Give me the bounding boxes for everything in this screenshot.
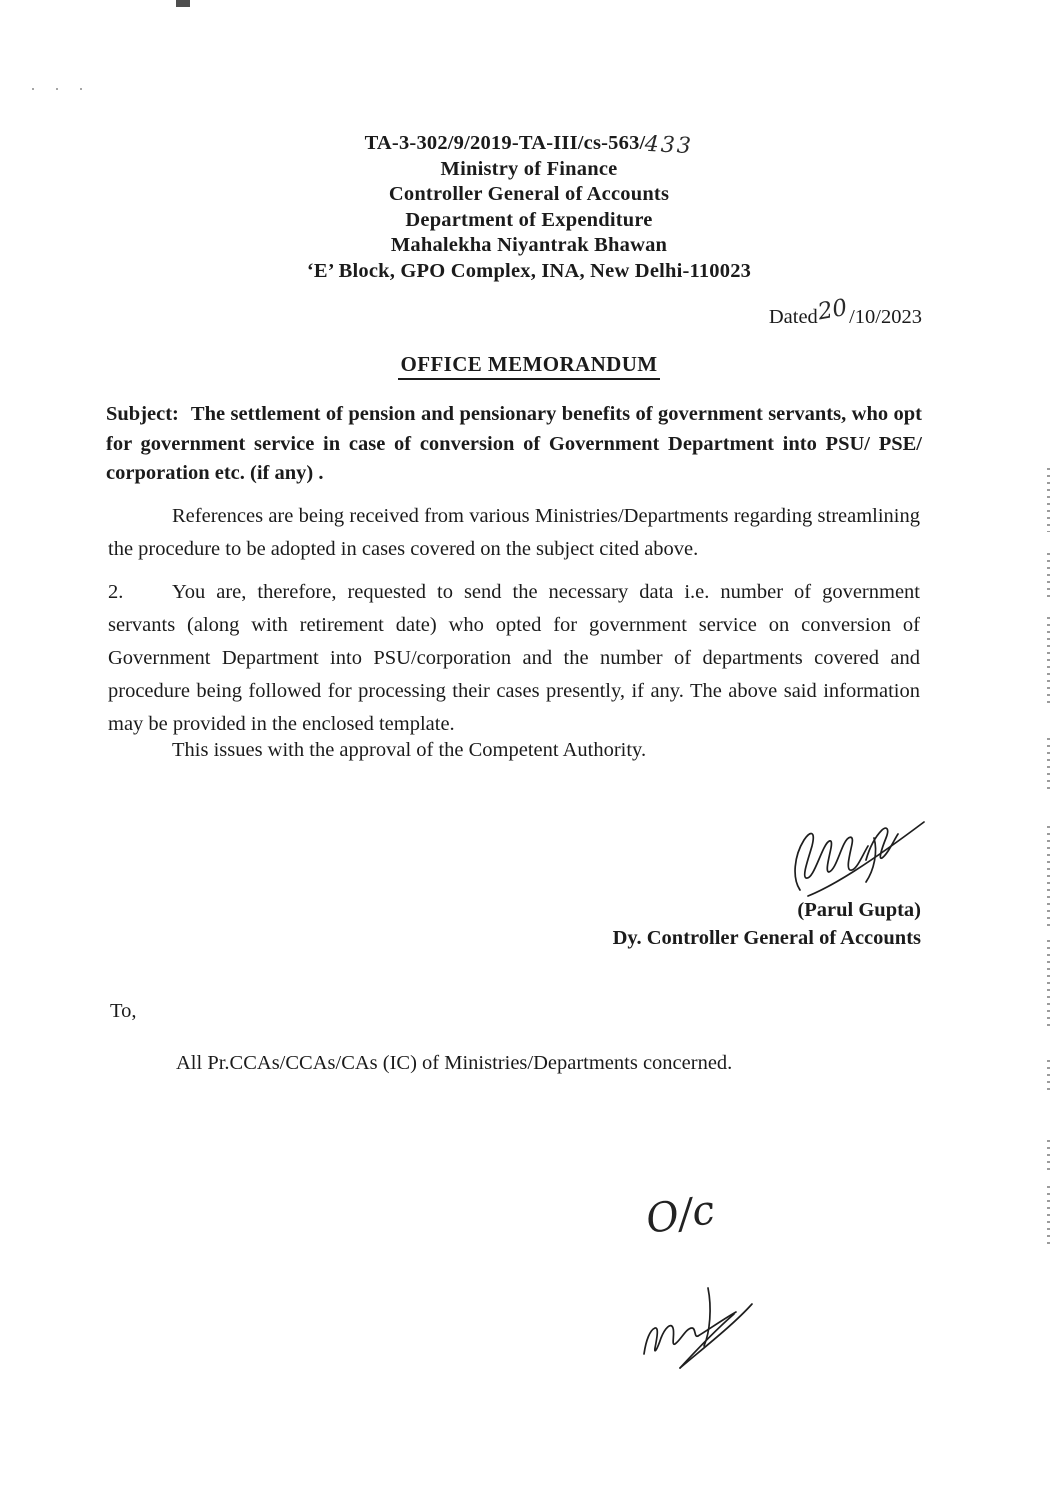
paragraph-1: References are being received from various Ministries/Departments regarding streamlining the procedure to be adopted in cases covered on the subject cited above. bbox=[108, 505, 920, 560]
paragraph-2-text: You are, therefore, requested to send the necessary data i.e. number of government servants (along with retirement date) who opted for government service on conversion of Government Department into PSU/corporation and the number of departments covered and procedure being followed for processing their cases presently, if any. The above said information may be provided in the enclosed template. bbox=[108, 581, 920, 735]
letterhead-ministry: Ministry of Finance bbox=[440, 157, 618, 180]
scan-artifact-dots bbox=[1047, 553, 1050, 601]
initials-scribble-icon bbox=[634, 1270, 790, 1374]
to-label: To, bbox=[110, 1000, 137, 1022]
paragraph-2-number: 2. bbox=[108, 581, 124, 603]
scan-artifact-specks bbox=[32, 88, 94, 90]
letterhead-address: ‘E’ Block, GPO Complex, INA, New Delhi-110023 bbox=[306, 259, 752, 282]
date-handwritten-day: 20 bbox=[815, 294, 850, 326]
subject-text: The settlement of pension and pensionary benefits of government servants, who opt for government service in case of conversion of Government Department into PSU/ PSE/ corporation etc. (if any) . bbox=[106, 403, 922, 484]
memo-title-text: OFFICE MEMORANDUM bbox=[398, 352, 659, 380]
letterhead-building: Mahalekha Niyantrak Bhawan bbox=[390, 234, 668, 256]
reference-number-printed: TA-3-302/9/2019-TA-III/cs-563/ bbox=[364, 132, 646, 154]
letterhead-department: Department of Expenditure bbox=[405, 208, 653, 231]
letterhead bbox=[0, 130, 1058, 284]
reference-number-line bbox=[0, 130, 1058, 160]
scan-artifact-dots bbox=[1047, 1186, 1050, 1246]
memo-title bbox=[0, 352, 1058, 377]
scan-artifact-dots bbox=[1047, 468, 1050, 532]
date-suffix: /10/2023 bbox=[849, 306, 922, 328]
subject-label: Subject: bbox=[106, 403, 179, 425]
scan-artifact-dots bbox=[1047, 738, 1050, 792]
addressee-line: All Pr.CCAs/CCAs/CAs (IC) of Ministries/Departments concerned. bbox=[176, 1052, 733, 1074]
date-prefix: Dated bbox=[768, 306, 818, 328]
office-copy-mark: O/c bbox=[642, 1186, 718, 1244]
signatory-designation: Dy. Controller General of Accounts bbox=[612, 927, 921, 949]
scan-artifact-top-mark bbox=[176, 0, 190, 7]
reference-number-handwritten: 433 bbox=[644, 131, 694, 160]
scan-artifact-dots bbox=[1047, 1060, 1050, 1094]
paragraph-3: This issues with the approval of the Competent Authority. bbox=[172, 739, 647, 761]
paragraph-2 bbox=[108, 576, 920, 741]
scan-artifact-dots bbox=[1047, 1140, 1050, 1170]
signatory-block bbox=[613, 896, 921, 952]
date-line bbox=[768, 294, 922, 329]
scan-artifact-dots bbox=[1047, 617, 1050, 705]
signatory-name: (Parul Gupta) bbox=[797, 899, 921, 921]
scan-artifact-dots bbox=[1047, 826, 1050, 926]
letterhead-office: Controller General of Accounts bbox=[388, 183, 670, 205]
signature-scribble-icon bbox=[778, 812, 930, 908]
subject-paragraph bbox=[106, 400, 922, 489]
scan-artifact-dots bbox=[1047, 940, 1050, 1030]
